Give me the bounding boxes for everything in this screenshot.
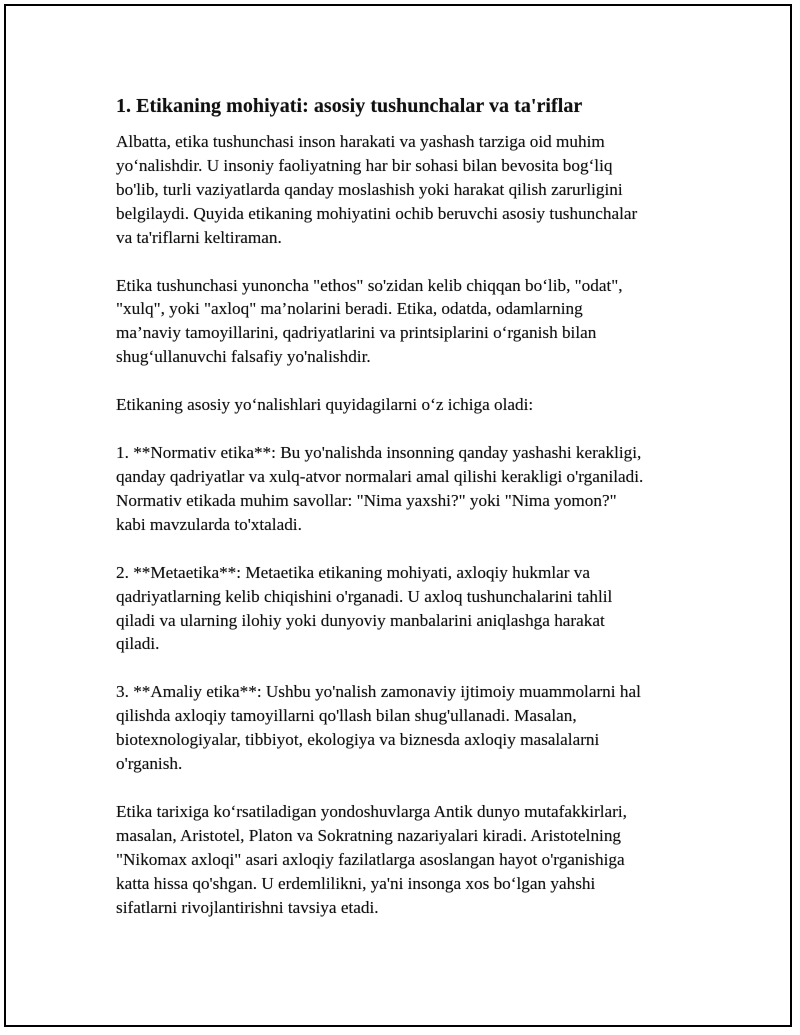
paragraph-intro: Albatta, etika tushunchasi inson harakati va yashash tarziga oid muhim yo‘nalishdir. U insoniy faoliyatning har bir sohasi bilan bevosita bog‘liq bo'lib, turli vaziyatlarda qanday moslashish yoki harakat qilish zarurligini belgilaydi. Quyida etikaning mohiyatini ochib beruvchi asosiy tushunchalar va ta'riflarni keltiraman. [116,132,638,247]
document-title: 1. Etikaning mohiyati: asosiy tushunchalar va ta'riflar [116,95,583,117]
paragraph-metaethics: 2. **Metaetika**: Metaetika etikaning mohiyati, axloqiy hukmlar va qadriyatlarning kelib chiqishini o'rganadi. U axloq tushunchalarini tahlil qiladi va ularning ilohiy yoki dunyoviy manbalarini aniqlashga harakat qiladi. [116,562,613,654]
document-body [116,92,706,943]
paragraph-definition: Etika tushunchasi yunoncha "ethos" so'zidan kelib chiqqan bo‘lib, "odat", "xulq", yoki "axloq" ma’nolarini beradi. Etika, odatda, odamlarning ma’naviy tamoyillarini, qadriyatlarini va printsiplarini o‘rganish bilan shug‘ullanuvchi falsafiy yo'nalishdir. [116,275,623,367]
paragraph-history: Etika tarixiga ko‘rsatiladigan yondoshuvlarga Antik dunyo mutafakkirlari, masalan, Aristotel, Platon va Sokratning nazariyalari kiradi. Aristotelning "Nikomax axloqi" asari axloqiy fazilatlarga asoslangan hayot o'rganishiga katta hissa qo'shgan. U erdemlilikni, ya'ni insonga xos bo‘lgan yahshi sifatlarni rivojlantirishni tavsiya etadi. [116,801,627,917]
paragraph-normative-ethics: 1. **Normativ etika**: Bu yo'nalishda insonning qanday yashashi kerakligi, qanday qadriyatlar va xulq-atvor normalari amal qilishi kerakligi o'rganiladi. Normativ etikada muhim savollar: "Nima yaxshi?" yoki "Nima yomon?" kabi mavzularda to'xtaladi. [116,443,644,534]
paragraph-applied-ethics: 3. **Amaliy etika**: Ushbu yo'nalish zamonaviy ijtimoiy muammolarni hal qilishda axloqiy tamoyillarni qo'llash bilan shug'ullanadi. Masalan, biotexnologiyalar, tibbiyot, ekologiya va biznesda axloqiy masalalarni o'rganish. [116,682,641,774]
paragraph-directions-intro: Etikaning asosiy yo‘nalishlari quyidagilarni o‘z ichiga oladi: [116,395,534,415]
